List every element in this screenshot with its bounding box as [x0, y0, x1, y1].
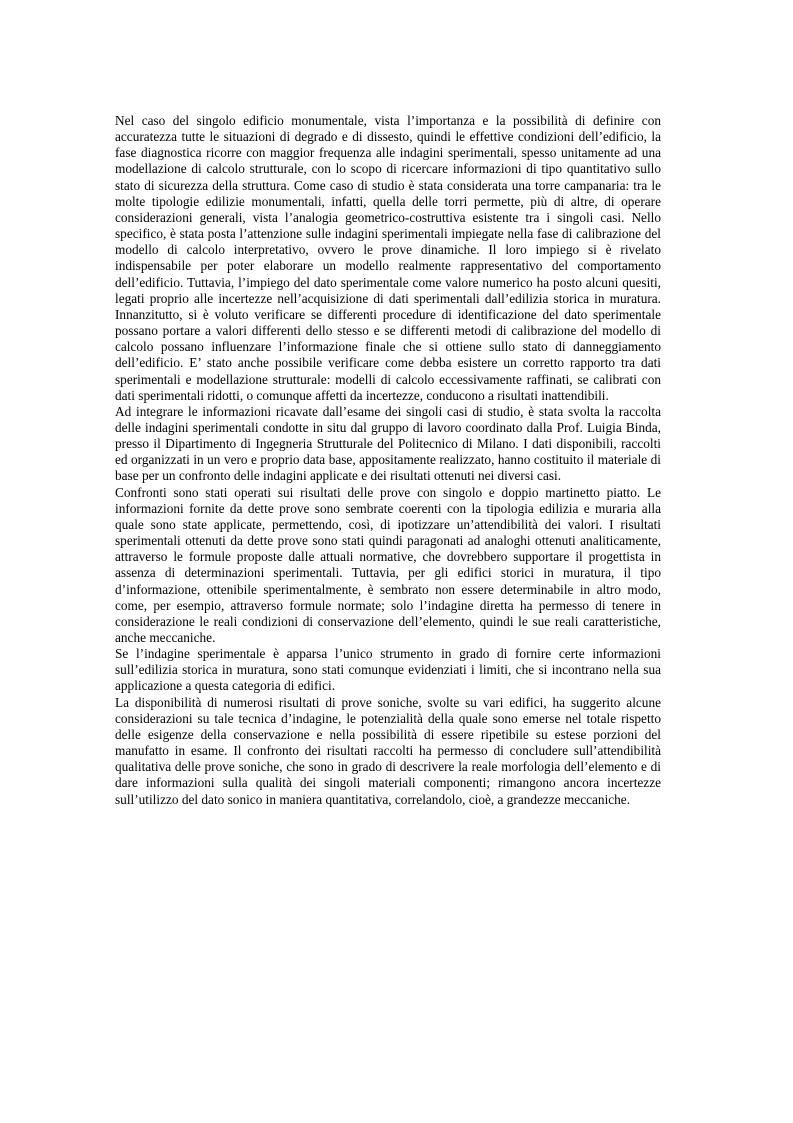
paragraph-3: Confronti sono stati operati sui risultati delle prove con singolo e doppio martinetto piatto. Le informazioni fornite da dette prove sono sembrate coerenti con la tipologia edilizia e muraria alla quale sono state applicate, permettendo, così, di ipotizzare un’attendibilità dei valori. I risultati sperimentali ottenuti da dette prove sono stati quindi paragonati ad analoghi ottenuti analiticamente, attraverso le formule proposte dalle attuali normative, che dovrebbero supportare il progettista in assenza di determinazioni sperimentali. Tuttavia, per gli edifici storici in muratura, il tipo d’informazione, ottenibile sperimentalmente, è sembrato non essere determinabile in altro modo, come, per esempio, attraverso formule normate; solo l’indagine diretta ha permesso di tenere in considerazione le reali condizioni di conservazione dell’elemento, quindi le sue reali caratteristiche, anche meccaniche.	[115, 484, 661, 645]
paragraph-2: Ad integrare le informazioni ricavate dall’esame dei singoli casi di studio, è stata svolta la raccolta delle indagini sperimentali condotte in situ dal gruppo di lavoro coordinato dalla Prof. Luigia Binda, presso il Dipartimento di Ingegneria Strutturale del Politecnico di Milano. I dati disponibili, raccolti ed organizzati in un vero e proprio data base, appositamente realizzato, hanno costituito il materiale di base per un confronto delle indagini applicate e dei risultati ottenuti nei diversi casi.	[115, 403, 661, 484]
paragraph-1: Nel caso del singolo edificio monumentale, vista l’importanza e la possibilità di definire con accuratezza tutte le situazioni di degrado e di dissesto, quindi le effettive condizioni dell’edificio, la fase diagnostica ricorre con maggior frequenza alle indagini sperimentali, spesso unitamente ad una modellazione di calcolo strutturale, con lo scopo di ricercare informazioni di tipo quantitativo sullo stato di sicurezza della struttura. Come caso di studio è stata considerata una torre campanaria: tra le molte tipologie edilizie monumentali, infatti, quella delle torri permette, più di altre, di operare considerazioni generali, vista l’analogia geometrico-costruttiva esistente tra i singoli casi. Nello specifico, è stata posta l’attenzione sulle indagini sperimentali impiegate nella fase di calibrazione del modello di calcolo interpretativo, ovvero le prove dinamiche. Il loro impiego si è rivelato indispensabile per poter elaborare un modello realmente rappresentativo del comportamento dell’edificio. Tuttavia, l’impiego del dato sperimentale come valore numerico ha posto alcuni quesiti, legati proprio alle incertezze nell’acquisizione di dati sperimentali dall’edilizia storica in muratura. Innanzitutto, si è voluto verificare se differenti procedure di identificazione del dato sperimentale possano portare a valori differenti dello stesso e se differenti metodi di calibrazione del modello di calcolo possano influenzare l’informazione finale che si ottiene sullo stato di danneggiamento dell’edificio. E’ stato anche possibile verificare come debba esistere un corretto rapporto tra dati sperimentali e modellazione strutturale: modelli di calcolo eccessivamente raffinati, se calibrati con dati sperimentali ridotti, o comunque affetti da incertezze, conducono a risultati inattendibili.	[115, 113, 661, 403]
paragraph-5: La disponibilità di numerosi risultati di prove soniche, svolte su vari edifici, ha suggerito alcune considerazioni su tale tecnica d’indagine, le potenzialità della quale sono emerse nel totale rispetto delle esigenze della conservazione e nella possibilità di essere ripetibile su estese porzioni del manufatto in esame. Il confronto dei risultati raccolti ha permesso di concludere sull’attendibilità qualitativa delle prove soniche, che sono in grado di descrivere la reale morfologia dell’elemento e di dare informazioni sulla qualità dei singoli materiali componenti; rimangono ancora incertezze sull’utilizzo del dato sonico in maniera quantitativa, correlandolo, cioè, a grandezze meccaniche.	[115, 694, 661, 807]
paragraph-4: Se l’indagine sperimentale è apparsa l’unico strumento in grado di fornire certe informazioni sull’edilizia storica in muratura, sono stati comunque evidenziati i limiti, che si incontrano nella sua applicazione a questa categoria di edifici.	[115, 646, 661, 694]
body-text	[115, 113, 661, 808]
